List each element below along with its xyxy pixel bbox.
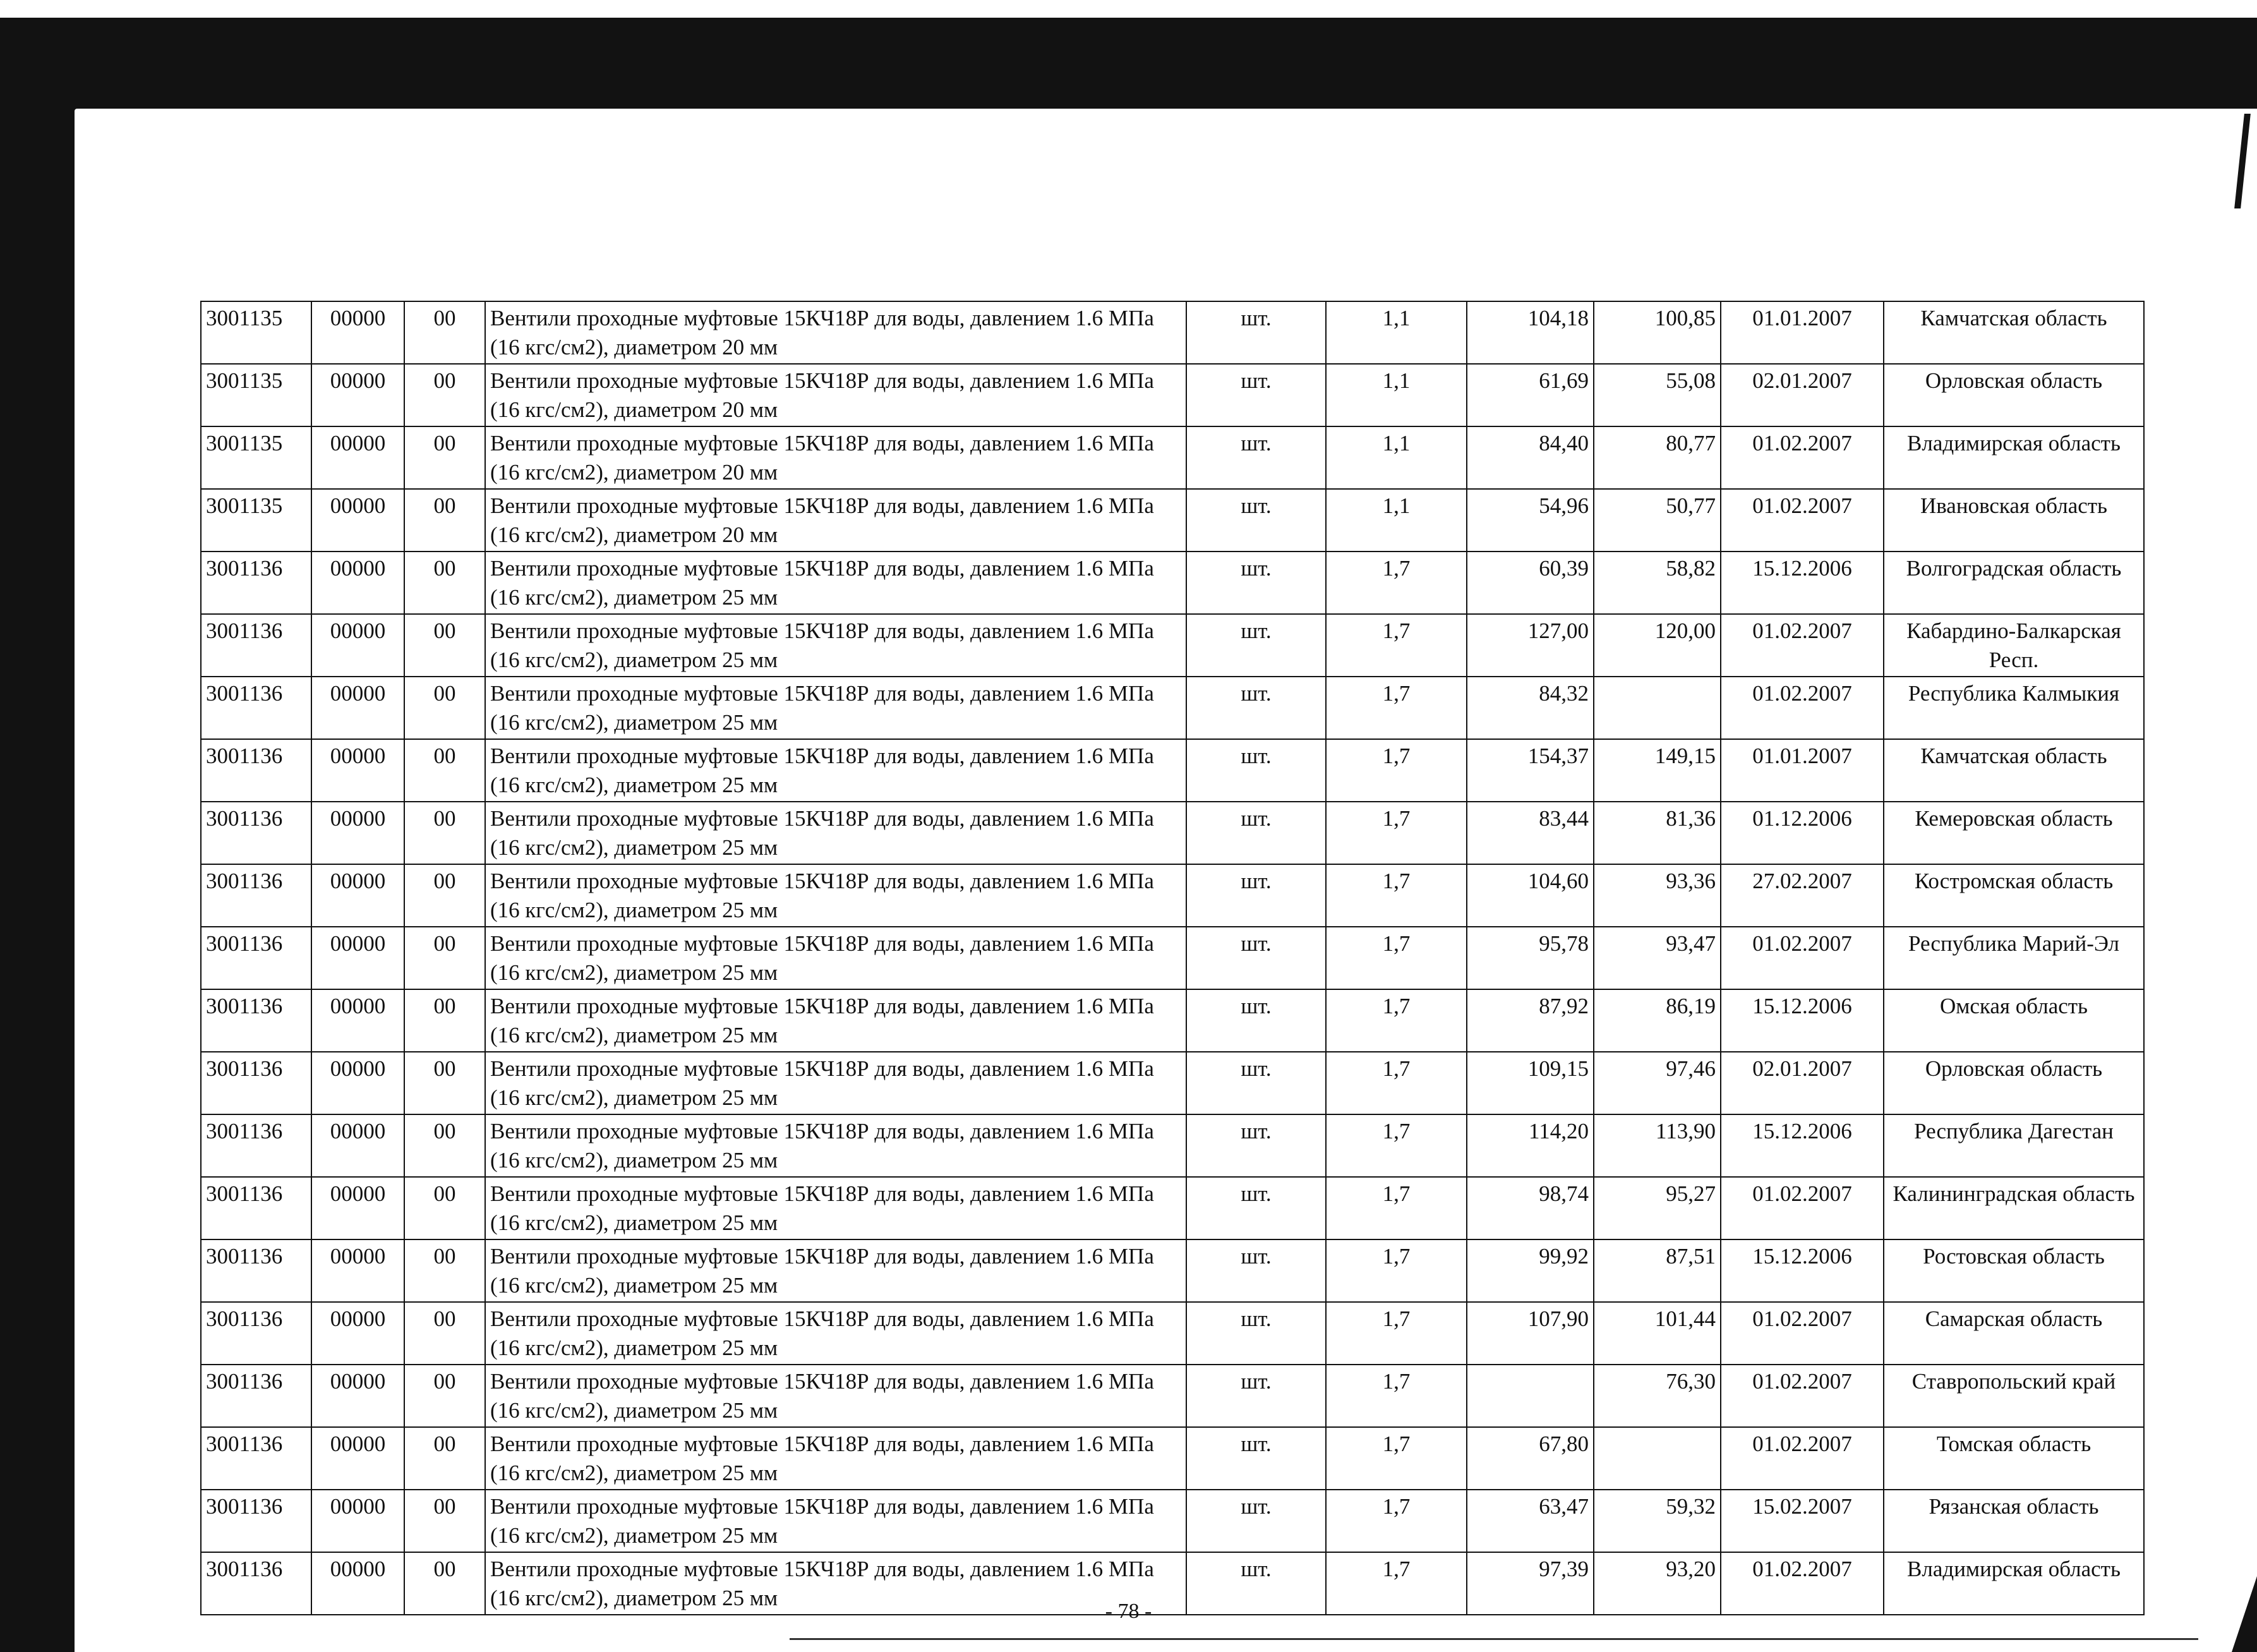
- weight-cell: 1,7: [1326, 1302, 1467, 1365]
- table-row: [201, 677, 2144, 739]
- item-name-cell: Вентили проходные муфтовые 15КЧ18Р для воды, давлением 1.6 МПа (16 кгс/см2), диаметром 25 мм: [485, 802, 1186, 864]
- unit-cell: шт.: [1186, 677, 1326, 739]
- date-cell: 01.02.2007: [1721, 1177, 1884, 1239]
- date-cell: 01.12.2006: [1721, 802, 1884, 864]
- table-row: [201, 489, 2144, 552]
- subcode-cell: 00000: [311, 1365, 404, 1427]
- price-with-vat-cell: 104,18: [1467, 301, 1594, 364]
- item-name-cell: Вентили проходные муфтовые 15КЧ18Р для воды, давлением 1.6 МПа (16 кгс/см2), диаметром 25 мм: [485, 614, 1186, 677]
- region-cell: Республика Марий-Эл: [1884, 927, 2144, 989]
- table-row: [201, 426, 2144, 489]
- price-with-vat-cell: 97,39: [1467, 1552, 1594, 1615]
- item-name-cell: Вентили проходные муфтовые 15КЧ18Р для воды, давлением 1.6 МПа (16 кгс/см2), диаметром 25 мм: [485, 1365, 1186, 1427]
- unit-cell: шт.: [1186, 1490, 1326, 1552]
- variant-cell: 00: [404, 1114, 485, 1177]
- weight-cell: 1,7: [1326, 927, 1467, 989]
- date-cell: 01.02.2007: [1721, 677, 1884, 739]
- price-without-vat-cell: 95,27: [1594, 1177, 1721, 1239]
- item-name-cell: Вентили проходные муфтовые 15КЧ18Р для воды, давлением 1.6 МПа (16 кгс/см2), диаметром 20 мм: [485, 301, 1186, 364]
- table-row: [201, 364, 2144, 426]
- table-row: [201, 1490, 2144, 1552]
- date-cell: 02.01.2007: [1721, 1052, 1884, 1114]
- variant-cell: 00: [404, 989, 485, 1052]
- weight-cell: 1,1: [1326, 426, 1467, 489]
- variant-cell: 00: [404, 739, 485, 802]
- unit-cell: шт.: [1186, 927, 1326, 989]
- region-cell: Кабардино-Балкарская Респ.: [1884, 614, 2144, 677]
- resource-code-cell: 3001136: [201, 1177, 311, 1239]
- variant-cell: 00: [404, 552, 485, 614]
- unit-cell: шт.: [1186, 301, 1326, 364]
- resource-code-cell: 3001136: [201, 1114, 311, 1177]
- price-without-vat-cell: 97,46: [1594, 1052, 1721, 1114]
- subcode-cell: 00000: [311, 1239, 404, 1302]
- weight-cell: 1,7: [1326, 677, 1467, 739]
- unit-cell: шт.: [1186, 802, 1326, 864]
- item-name-cell: Вентили проходные муфтовые 15КЧ18Р для воды, давлением 1.6 МПа (16 кгс/см2), диаметром 20 мм: [485, 426, 1186, 489]
- weight-cell: 1,1: [1326, 301, 1467, 364]
- date-cell: 15.12.2006: [1721, 1239, 1884, 1302]
- weight-cell: 1,7: [1326, 1490, 1467, 1552]
- region-cell: Рязанская область: [1884, 1490, 2144, 1552]
- variant-cell: 00: [404, 1490, 485, 1552]
- item-name-cell: Вентили проходные муфтовые 15КЧ18Р для воды, давлением 1.6 МПа (16 кгс/см2), диаметром 25 мм: [485, 739, 1186, 802]
- region-cell: Самарская область: [1884, 1302, 2144, 1365]
- weight-cell: 1,7: [1326, 864, 1467, 927]
- resource-code-cell: 3001135: [201, 301, 311, 364]
- variant-cell: 00: [404, 1052, 485, 1114]
- weight-cell: 1,7: [1326, 1114, 1467, 1177]
- date-cell: 01.02.2007: [1721, 927, 1884, 989]
- subcode-cell: 00000: [311, 1177, 404, 1239]
- unit-cell: шт.: [1186, 1302, 1326, 1365]
- page-number: - 78 -: [1105, 1600, 1152, 1623]
- table-row: [201, 739, 2144, 802]
- price-with-vat-cell: 154,37: [1467, 739, 1594, 802]
- price-with-vat-cell: 109,15: [1467, 1052, 1594, 1114]
- date-cell: 02.01.2007: [1721, 364, 1884, 426]
- price-with-vat-cell: 127,00: [1467, 614, 1594, 677]
- subcode-cell: 00000: [311, 864, 404, 927]
- table-row: [201, 989, 2144, 1052]
- weight-cell: 1,7: [1326, 1239, 1467, 1302]
- variant-cell: 00: [404, 1239, 485, 1302]
- unit-cell: шт.: [1186, 1177, 1326, 1239]
- item-name-cell: Вентили проходные муфтовые 15КЧ18Р для воды, давлением 1.6 МПа (16 кгс/см2), диаметром 20 мм: [485, 489, 1186, 552]
- price-without-vat-cell: 86,19: [1594, 989, 1721, 1052]
- price-with-vat-cell: 67,80: [1467, 1427, 1594, 1490]
- footer-rule: [790, 1638, 2198, 1640]
- item-name-cell: Вентили проходные муфтовые 15КЧ18Р для воды, давлением 1.6 МПа (16 кгс/см2), диаметром 25 мм: [485, 677, 1186, 739]
- subcode-cell: 00000: [311, 426, 404, 489]
- region-cell: Республика Дагестан: [1884, 1114, 2144, 1177]
- subcode-cell: 00000: [311, 989, 404, 1052]
- price-without-vat-cell: 100,85: [1594, 301, 1721, 364]
- price-without-vat-cell: 113,90: [1594, 1114, 1721, 1177]
- item-name-cell: Вентили проходные муфтовые 15КЧ18Р для воды, давлением 1.6 МПа (16 кгс/см2), диаметром 25 мм: [485, 1239, 1186, 1302]
- subcode-cell: 00000: [311, 1427, 404, 1490]
- weight-cell: 1,7: [1326, 989, 1467, 1052]
- subcode-cell: 00000: [311, 1552, 404, 1615]
- item-name-cell: Вентили проходные муфтовые 15КЧ18Р для воды, давлением 1.6 МПа (16 кгс/см2), диаметром 25 мм: [485, 1490, 1186, 1552]
- weight-cell: 1,1: [1326, 364, 1467, 426]
- region-cell: Омская область: [1884, 989, 2144, 1052]
- table-row: [201, 1427, 2144, 1490]
- resource-code-cell: 3001136: [201, 552, 311, 614]
- price-with-vat-cell: 114,20: [1467, 1114, 1594, 1177]
- subcode-cell: 00000: [311, 614, 404, 677]
- table-row: [201, 1052, 2144, 1114]
- variant-cell: 00: [404, 489, 485, 552]
- weight-cell: 1,7: [1326, 614, 1467, 677]
- price-with-vat-cell: 84,40: [1467, 426, 1594, 489]
- scan-dark-border-top: [0, 18, 2257, 112]
- variant-cell: 00: [404, 1365, 485, 1427]
- region-cell: Ивановская область: [1884, 489, 2144, 552]
- table-row: [201, 301, 2144, 364]
- region-cell: Орловская область: [1884, 364, 2144, 426]
- weight-cell: 1,7: [1326, 1552, 1467, 1615]
- variant-cell: 00: [404, 1302, 485, 1365]
- unit-cell: шт.: [1186, 864, 1326, 927]
- weight-cell: 1,7: [1326, 802, 1467, 864]
- date-cell: 15.12.2006: [1721, 989, 1884, 1052]
- table-row: [201, 1239, 2144, 1302]
- price-table-body: [201, 301, 2144, 1615]
- date-cell: 27.02.2007: [1721, 864, 1884, 927]
- region-cell: Камчатская область: [1884, 301, 2144, 364]
- subcode-cell: 00000: [311, 1302, 404, 1365]
- price-with-vat-cell: 63,47: [1467, 1490, 1594, 1552]
- unit-cell: шт.: [1186, 1552, 1326, 1615]
- price-with-vat-cell: [1467, 1365, 1594, 1427]
- subcode-cell: 00000: [311, 1052, 404, 1114]
- price-with-vat-cell: 95,78: [1467, 927, 1594, 989]
- resource-code-cell: 3001136: [201, 1302, 311, 1365]
- price-with-vat-cell: 61,69: [1467, 364, 1594, 426]
- date-cell: 01.01.2007: [1721, 739, 1884, 802]
- date-cell: 01.02.2007: [1721, 614, 1884, 677]
- weight-cell: 1,7: [1326, 1177, 1467, 1239]
- resource-code-cell: 3001136: [201, 927, 311, 989]
- price-without-vat-cell: 59,32: [1594, 1490, 1721, 1552]
- resource-code-cell: 3001136: [201, 1239, 311, 1302]
- subcode-cell: 00000: [311, 1114, 404, 1177]
- table-row: [201, 1365, 2144, 1427]
- item-name-cell: Вентили проходные муфтовые 15КЧ18Р для воды, давлением 1.6 МПа (16 кгс/см2), диаметром 25 мм: [485, 864, 1186, 927]
- price-with-vat-cell: 54,96: [1467, 489, 1594, 552]
- region-cell: Республика Калмыкия: [1884, 677, 2144, 739]
- price-with-vat-cell: 98,74: [1467, 1177, 1594, 1239]
- price-with-vat-cell: 83,44: [1467, 802, 1594, 864]
- resource-code-cell: 3001136: [201, 1427, 311, 1490]
- price-with-vat-cell: 60,39: [1467, 552, 1594, 614]
- region-cell: Волгоградская область: [1884, 552, 2144, 614]
- scan-top-margin: [0, 0, 2257, 18]
- table-row: [201, 802, 2144, 864]
- resource-code-cell: 3001136: [201, 1365, 311, 1427]
- table-row: [201, 1114, 2144, 1177]
- unit-cell: шт.: [1186, 489, 1326, 552]
- region-cell: Владимирская область: [1884, 426, 2144, 489]
- subcode-cell: 00000: [311, 739, 404, 802]
- date-cell: 01.02.2007: [1721, 1302, 1884, 1365]
- price-without-vat-cell: [1594, 1427, 1721, 1490]
- region-cell: Орловская область: [1884, 1052, 2144, 1114]
- price-with-vat-cell: 84,32: [1467, 677, 1594, 739]
- region-cell: Калининградская область: [1884, 1177, 2144, 1239]
- price-without-vat-cell: 93,20: [1594, 1552, 1721, 1615]
- unit-cell: шт.: [1186, 1052, 1326, 1114]
- variant-cell: 00: [404, 301, 485, 364]
- resource-code-cell: 3001136: [201, 677, 311, 739]
- price-without-vat-cell: 58,82: [1594, 552, 1721, 614]
- item-name-cell: Вентили проходные муфтовые 15КЧ18Р для воды, давлением 1.6 МПа (16 кгс/см2), диаметром 25 мм: [485, 1552, 1186, 1615]
- table-row: [201, 1302, 2144, 1365]
- resource-code-cell: 3001136: [201, 989, 311, 1052]
- unit-cell: шт.: [1186, 1114, 1326, 1177]
- resource-code-cell: 3001135: [201, 426, 311, 489]
- region-cell: Томская область: [1884, 1427, 2144, 1490]
- unit-cell: шт.: [1186, 552, 1326, 614]
- price-with-vat-cell: 87,92: [1467, 989, 1594, 1052]
- subcode-cell: 00000: [311, 301, 404, 364]
- subcode-cell: 00000: [311, 489, 404, 552]
- price-without-vat-cell: 101,44: [1594, 1302, 1721, 1365]
- item-name-cell: Вентили проходные муфтовые 15КЧ18Р для воды, давлением 1.6 МПа (16 кгс/см2), диаметром 25 мм: [485, 1302, 1186, 1365]
- region-cell: Владимирская область: [1884, 1552, 2144, 1615]
- variant-cell: 00: [404, 864, 485, 927]
- table-row: [201, 927, 2144, 989]
- date-cell: 01.01.2007: [1721, 301, 1884, 364]
- table-row: [201, 1177, 2144, 1239]
- unit-cell: шт.: [1186, 1365, 1326, 1427]
- resource-code-cell: 3001136: [201, 802, 311, 864]
- weight-cell: 1,7: [1326, 1365, 1467, 1427]
- item-name-cell: Вентили проходные муфтовые 15КЧ18Р для воды, давлением 1.6 МПа (16 кгс/см2), диаметром 25 мм: [485, 1427, 1186, 1490]
- resource-code-cell: 3001136: [201, 739, 311, 802]
- price-with-vat-cell: 99,92: [1467, 1239, 1594, 1302]
- variant-cell: 00: [404, 1177, 485, 1239]
- weight-cell: 1,7: [1326, 739, 1467, 802]
- weight-cell: 1,7: [1326, 1052, 1467, 1114]
- date-cell: 15.12.2006: [1721, 552, 1884, 614]
- price-without-vat-cell: 50,77: [1594, 489, 1721, 552]
- variant-cell: 00: [404, 927, 485, 989]
- item-name-cell: Вентили проходные муфтовые 15КЧ18Р для воды, давлением 1.6 МПа (16 кгс/см2), диаметром 25 мм: [485, 927, 1186, 989]
- table-row: [201, 864, 2144, 927]
- date-cell: 15.12.2006: [1721, 1114, 1884, 1177]
- subcode-cell: 00000: [311, 677, 404, 739]
- unit-cell: шт.: [1186, 1427, 1326, 1490]
- unit-cell: шт.: [1186, 426, 1326, 489]
- resource-code-cell: 3001136: [201, 864, 311, 927]
- subcode-cell: 00000: [311, 364, 404, 426]
- item-name-cell: Вентили проходные муфтовые 15КЧ18Р для воды, давлением 1.6 МПа (16 кгс/см2), диаметром 25 мм: [485, 1052, 1186, 1114]
- price-without-vat-cell: 93,47: [1594, 927, 1721, 989]
- region-cell: Костромская область: [1884, 864, 2144, 927]
- unit-cell: шт.: [1186, 614, 1326, 677]
- price-without-vat-cell: 81,36: [1594, 802, 1721, 864]
- unit-cell: шт.: [1186, 364, 1326, 426]
- scan-dark-border-left: [0, 18, 76, 1652]
- region-cell: Ростовская область: [1884, 1239, 2144, 1302]
- unit-cell: шт.: [1186, 739, 1326, 802]
- item-name-cell: Вентили проходные муфтовые 15КЧ18Р для воды, давлением 1.6 МПа (16 кгс/см2), диаметром 25 мм: [485, 989, 1186, 1052]
- variant-cell: 00: [404, 802, 485, 864]
- variant-cell: 00: [404, 1552, 485, 1615]
- variant-cell: 00: [404, 614, 485, 677]
- table-row: [201, 552, 2144, 614]
- price-without-vat-cell: 55,08: [1594, 364, 1721, 426]
- date-cell: 01.02.2007: [1721, 426, 1884, 489]
- subcode-cell: 00000: [311, 552, 404, 614]
- price-without-vat-cell: 87,51: [1594, 1239, 1721, 1302]
- resource-code-cell: 3001135: [201, 364, 311, 426]
- item-name-cell: Вентили проходные муфтовые 15КЧ18Р для воды, давлением 1.6 МПа (16 кгс/см2), диаметром 20 мм: [485, 364, 1186, 426]
- subcode-cell: 00000: [311, 927, 404, 989]
- item-name-cell: Вентили проходные муфтовые 15КЧ18Р для воды, давлением 1.6 МПа (16 кгс/см2), диаметром 25 мм: [485, 1177, 1186, 1239]
- item-name-cell: Вентили проходные муфтовые 15КЧ18Р для воды, давлением 1.6 МПа (16 кгс/см2), диаметром 25 мм: [485, 552, 1186, 614]
- price-table: [200, 301, 2145, 1615]
- subcode-cell: 00000: [311, 802, 404, 864]
- variant-cell: 00: [404, 1427, 485, 1490]
- variant-cell: 00: [404, 677, 485, 739]
- region-cell: Ставропольский край: [1884, 1365, 2144, 1427]
- resource-code-cell: 3001136: [201, 1052, 311, 1114]
- subcode-cell: 00000: [311, 1490, 404, 1552]
- price-without-vat-cell: [1594, 677, 1721, 739]
- resource-code-cell: 3001136: [201, 614, 311, 677]
- date-cell: 01.02.2007: [1721, 1427, 1884, 1490]
- resource-code-cell: 3001135: [201, 489, 311, 552]
- date-cell: 01.02.2007: [1721, 1552, 1884, 1615]
- date-cell: 01.02.2007: [1721, 489, 1884, 552]
- price-with-vat-cell: 107,90: [1467, 1302, 1594, 1365]
- price-without-vat-cell: 149,15: [1594, 739, 1721, 802]
- variant-cell: 00: [404, 364, 485, 426]
- region-cell: Кемеровская область: [1884, 802, 2144, 864]
- region-cell: Камчатская область: [1884, 739, 2144, 802]
- price-without-vat-cell: 76,30: [1594, 1365, 1721, 1427]
- item-name-cell: Вентили проходные муфтовые 15КЧ18Р для воды, давлением 1.6 МПа (16 кгс/см2), диаметром 25 мм: [485, 1114, 1186, 1177]
- resource-code-cell: 3001136: [201, 1490, 311, 1552]
- date-cell: 15.02.2007: [1721, 1490, 1884, 1552]
- weight-cell: 1,7: [1326, 552, 1467, 614]
- price-without-vat-cell: 93,36: [1594, 864, 1721, 927]
- variant-cell: 00: [404, 426, 485, 489]
- weight-cell: 1,7: [1326, 1427, 1467, 1490]
- price-without-vat-cell: 120,00: [1594, 614, 1721, 677]
- unit-cell: шт.: [1186, 989, 1326, 1052]
- resource-code-cell: 3001136: [201, 1552, 311, 1615]
- table-row: [201, 614, 2144, 677]
- price-without-vat-cell: 80,77: [1594, 426, 1721, 489]
- weight-cell: 1,1: [1326, 489, 1467, 552]
- price-with-vat-cell: 104,60: [1467, 864, 1594, 927]
- unit-cell: шт.: [1186, 1239, 1326, 1302]
- date-cell: 01.02.2007: [1721, 1365, 1884, 1427]
